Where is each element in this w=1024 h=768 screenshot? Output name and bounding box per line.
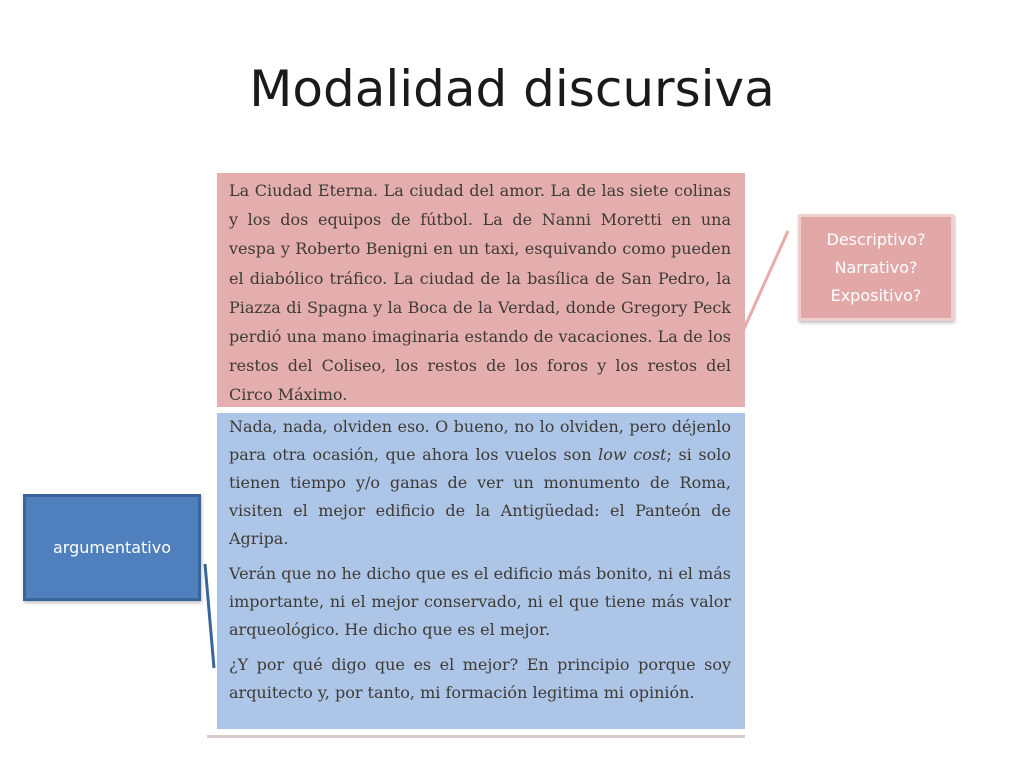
slide-title: Modalidad discursiva (249, 60, 775, 118)
red-callout-connector (743, 231, 788, 331)
modality-question-callout (798, 214, 954, 321)
callout-options (827, 226, 926, 310)
argumentative-callout (23, 494, 201, 601)
paragraph-1-text-end: ; si solo tienen tiempo y/o ganas de ver un monumento de Roma, visiten el mejor edificio de la Antigüedad: el Panteón de Agripa. (229, 445, 732, 548)
option-expository: Expositivo? (830, 285, 922, 305)
option-narrative: Narrativo? (834, 257, 918, 277)
blue-callout-connector (205, 564, 214, 668)
argumentative-label: argumentativo (52, 538, 172, 557)
paragraph-1-text-start: Nada, nada, olviden eso. O bueno, no lo olviden, pero déjenlo para otra ocasión, que ahora los vuelos son (229, 417, 731, 464)
descriptive-text: La Ciudad Eterna. La ciudad del amor. La de las siete colinas y los dos equipos de fútbol. La de Nanni Moretti en una vespa y Roberto Benigni en un taxi, esquivando como pueden el diabólico tráfico. La ciudad de la basílica de San Pedro, la Piazza di Spagna y la Boca de la Verdad, donde Gregory Peck perdió una mano imaginaria estando de vacaciones. La de los restos del Coliseo, los restos de los foros y los restos del Circo Máximo. (229, 181, 731, 405)
argumentative-paragraph-2: Verán que no he dicho que es el edificio más bonito, ni el más importante, ni el mejor conservado, ni el que tiene más valor arqueológico. He dicho que es el mejor. (229, 564, 731, 639)
paragraph-1-italic: low cost (598, 445, 667, 464)
option-descriptive: Descriptivo? (826, 229, 926, 249)
argumentative-paragraph-3: ¿Y por qué digo que es el mejor? En principio porque soy arquitecto y, por tanto, mi formación legitima mi opinión. (229, 655, 731, 702)
